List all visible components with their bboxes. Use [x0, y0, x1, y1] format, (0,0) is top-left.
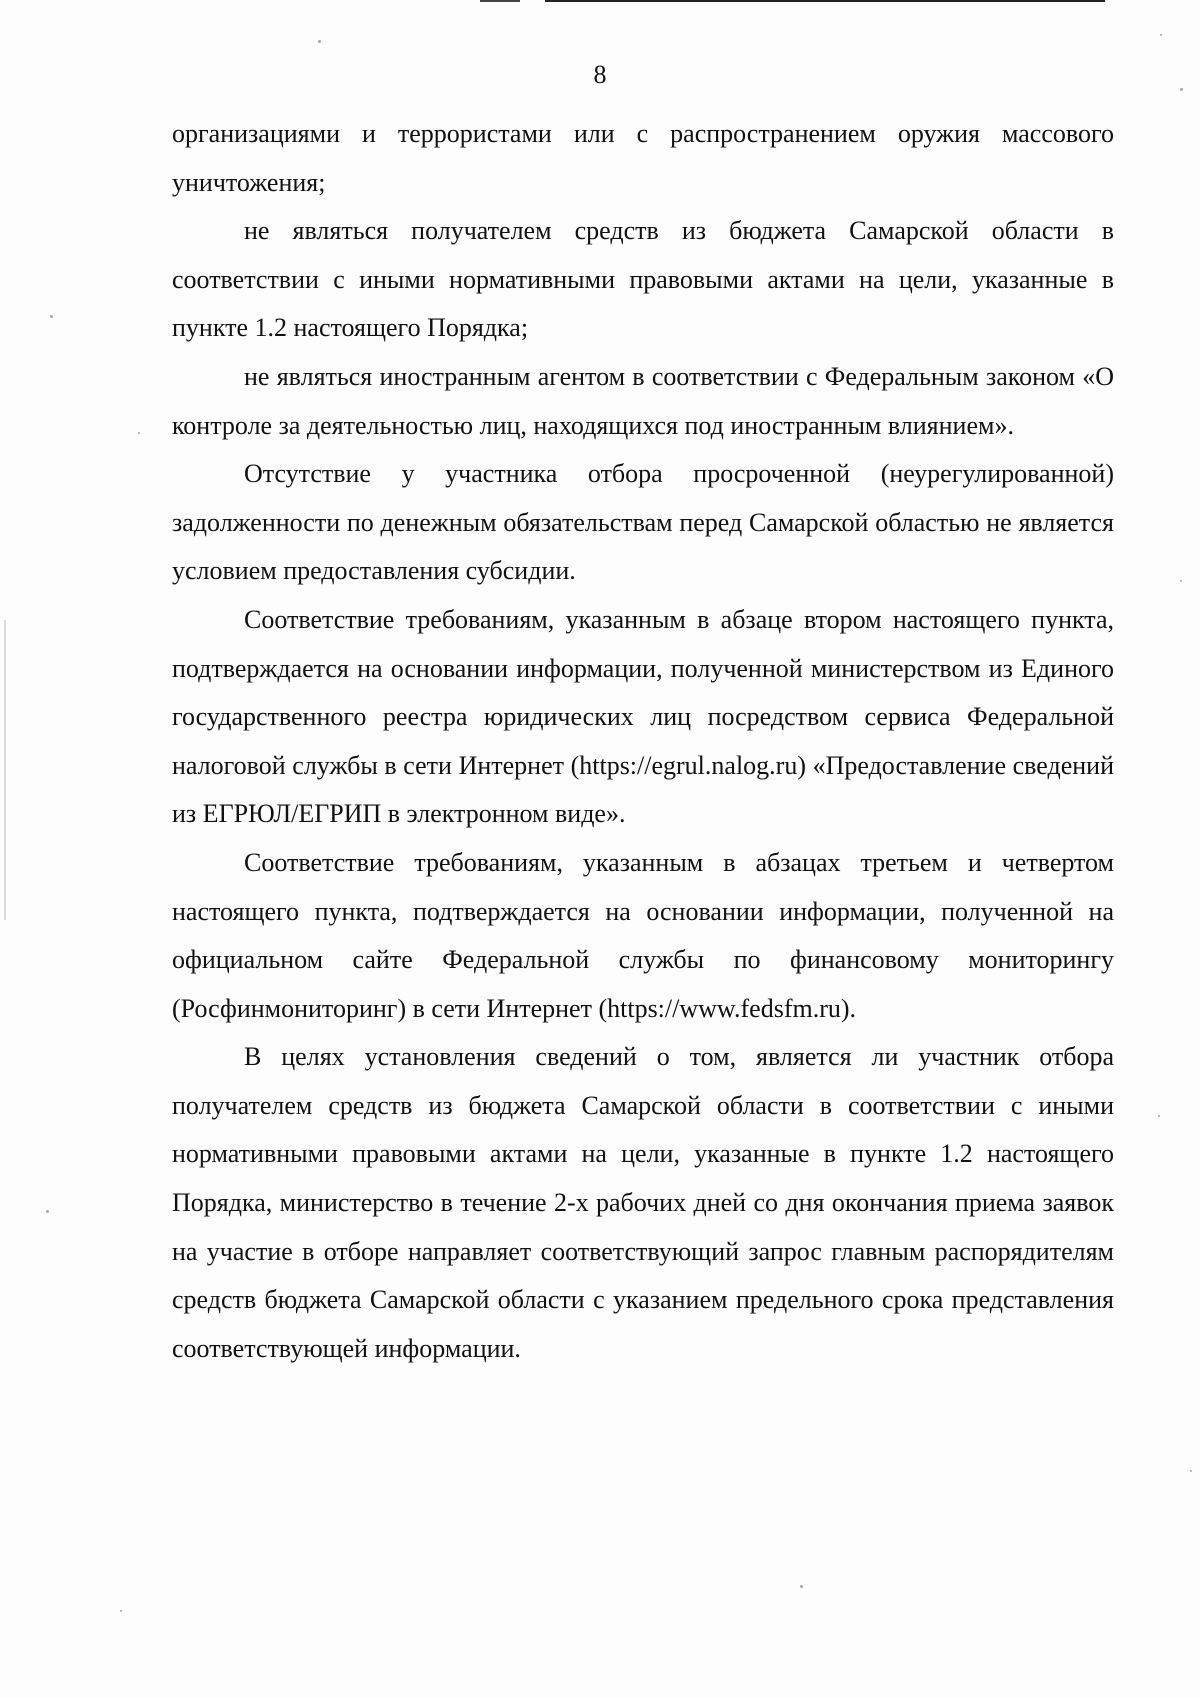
scan-top-rule: [545, 0, 1105, 2]
scan-speck: [1180, 88, 1183, 91]
scan-speck: [800, 1585, 803, 1588]
scan-speck: [1190, 1470, 1192, 1472]
scan-speck: [318, 40, 321, 43]
scan-speck: [1160, 34, 1162, 36]
scan-speck: [46, 1210, 49, 1213]
scan-speck: [1180, 580, 1182, 582]
page-number: 8: [593, 60, 607, 89]
scan-speck: [50, 315, 53, 318]
paragraph: В целях установления сведений о том, является ли участник отбора получателем средств из бюджета Самарской области в соответствии с иными нормативными правовыми актами на цели, указанные в пункте 1.2 настоящего Порядка, министерство в течение 2-х рабочих дней со дня окончания приема заявок на участие в отборе направляет соответствующий запрос главным распорядителям средств бюджета Самарской области с указанием предельного срока представления соответствующей информации.: [172, 1042, 1114, 1363]
document-body: [172, 110, 1114, 1373]
paragraph: Соответствие требованиям, указанным в абзацах третьем и четвертом настоящего пункта, подтверждается на основании информации, полученной на официальном сайте Федеральной службы по финансовому мониторингу (Росфинмониторинг) в сети Интернет (https://www.fedsfm.ru).: [172, 847, 1114, 1023]
paragraph: Соответствие требованиям, указанным в абзаце втором настоящего пункта, подтверждается на основании информации, полученной министерством из Единого государственного реестра юридических лиц посредством сервиса Федеральной налоговой службы в сети Интернет (https://egrul.nalog.ru) «Предоставление сведений из ЕГРЮЛ/ЕГРИП в электронном виде».: [172, 604, 1114, 829]
paragraph: не являться иностранным агентом в соответствии с Федеральным законом «О контроле за деятельностью лиц, находящихся под иностранным влиянием».: [172, 361, 1114, 440]
paragraph-continuation: организациями и террористами или с распространением оружия массового уничтожения;: [172, 119, 1114, 197]
scan-edge-mark: [480, 0, 520, 2]
scan-speck: [138, 432, 140, 434]
paragraph: не являться получателем средств из бюджета Самарской области в соответствии с иными нормативными правовыми актами на цели, указанные в пункте 1.2 настоящего Порядка;: [172, 216, 1114, 343]
scan-margin-shadow: [4, 620, 6, 920]
scan-speck: [1158, 1115, 1160, 1117]
scan-speck: [120, 1610, 122, 1612]
paragraph: Отсутствие у участника отбора просроченной (неурегулированной) задолженности по денежным обязательствам перед Самарской областью не является условием предоставления субсидии.: [172, 459, 1114, 586]
